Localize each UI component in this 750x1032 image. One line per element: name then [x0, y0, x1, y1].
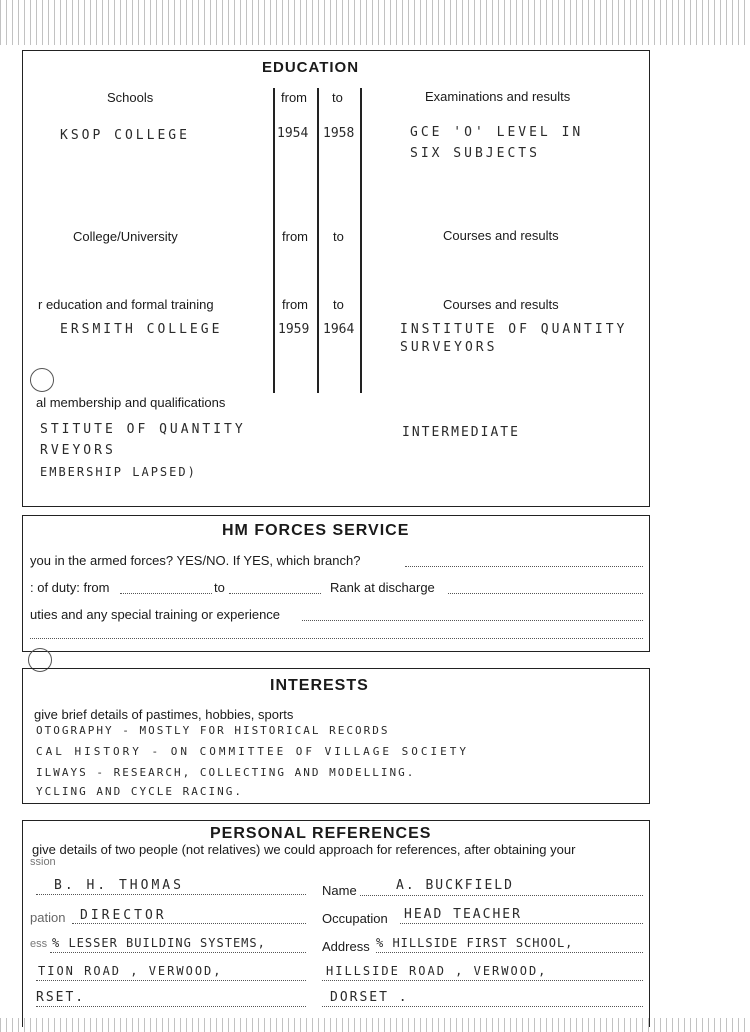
- interests-line-3: ILWAYS - RESEARCH, COLLECTING AND MODELLING.: [36, 766, 416, 779]
- school-result-line-1: GCE 'O' LEVEL IN: [410, 125, 584, 140]
- further-result-line-1: INSTITUTE OF QUANTITY: [400, 322, 628, 337]
- ref2-occupation-label: Occupation: [322, 911, 388, 926]
- references-prompt-line-1: give details of two people (not relatives) we could approach for references, after obtaining your: [32, 842, 576, 857]
- forces-training-field-1[interactable]: [302, 620, 643, 621]
- ref1-occupation-field[interactable]: [72, 923, 306, 924]
- ref2-occupation-field[interactable]: [400, 923, 643, 924]
- ref1-occupation: DIRECTOR: [80, 908, 167, 923]
- ref1-occupation-label: pation: [30, 910, 66, 925]
- forces-duty-from-label: : of duty: from: [30, 580, 110, 595]
- forces-branch-field[interactable]: [405, 566, 643, 567]
- references-prompt-line-2: ssion: [30, 856, 56, 868]
- ref2-occupation: HEAD TEACHER: [404, 907, 522, 922]
- ref1-address-line-1: % LESSER BUILDING SYSTEMS,: [52, 936, 266, 950]
- col-from-header: from: [281, 90, 307, 105]
- membership-line-3: EMBERSHIP LAPSED): [40, 465, 197, 479]
- ref2-address-field-3[interactable]: [322, 1006, 643, 1007]
- education-divider-3: [360, 88, 362, 393]
- ref1-address-field-1[interactable]: [50, 952, 306, 953]
- interests-prompt: give brief details of pastimes, hobbies, sports: [34, 707, 294, 722]
- ref1-address-label: ess: [30, 938, 48, 950]
- ref2-name-field[interactable]: [360, 895, 643, 896]
- further-results-header: Courses and results: [443, 297, 559, 312]
- ref2-name-label: Name: [322, 883, 357, 898]
- ref2-address-line-3: DORSET .: [330, 990, 409, 1005]
- membership-line-1: STITUTE OF QUANTITY: [40, 422, 246, 437]
- further-college-name: ERSMITH COLLEGE: [60, 322, 223, 337]
- membership-result: INTERMEDIATE: [402, 425, 520, 440]
- education-divider-2: [317, 88, 319, 393]
- interests-title: INTERESTS: [270, 677, 369, 694]
- references-title: PERSONAL REFERENCES: [210, 825, 432, 842]
- col-to-header: to: [332, 90, 343, 105]
- forces-title: HM FORCES SERVICE: [222, 522, 410, 539]
- ref1-name-field[interactable]: [36, 894, 306, 895]
- ref2-address-label: Address: [322, 939, 370, 954]
- college-to-header: to: [333, 229, 344, 244]
- ref1-address-field-2[interactable]: [36, 980, 306, 981]
- college-results-header: Courses and results: [443, 228, 559, 243]
- ref1-address-line-2: TION ROAD , VERWOOD,: [38, 964, 223, 978]
- school-result-line-2: SIX SUBJECTS: [410, 146, 540, 161]
- forces-duty-to-label: to: [214, 580, 225, 595]
- ref2-name: A. BUCKFIELD: [396, 878, 514, 893]
- forces-rank-field[interactable]: [448, 593, 643, 594]
- ref1-address-line-3: RSET.: [36, 990, 86, 1005]
- forces-duty-to-field[interactable]: [229, 593, 321, 594]
- education-section: [22, 50, 650, 507]
- interests-line-4: YCLING AND CYCLE RACING.: [36, 785, 243, 798]
- interests-line-1: OTOGRAPHY - MOSTLY FOR HISTORICAL RECORDS: [36, 724, 390, 737]
- col-exams-header: Examinations and results: [425, 89, 571, 104]
- forces-training-label: uties and any special training or experience: [30, 607, 281, 622]
- further-result-line-2: SURVEYORS: [400, 340, 498, 355]
- ref1-name: B. H. THOMAS: [54, 878, 184, 893]
- forces-rank-label: Rank at discharge: [330, 580, 435, 595]
- col-schools-header: Schools: [107, 90, 154, 105]
- school-from-year: 1954: [277, 126, 309, 141]
- forces-training-field-2[interactable]: [30, 638, 643, 639]
- college-from-header: from: [282, 229, 308, 244]
- education-divider-1: [273, 88, 275, 393]
- further-to-year: 1964: [323, 322, 355, 337]
- membership-line-2: RVEYORS: [40, 443, 116, 458]
- ref2-address-field-2[interactable]: [322, 980, 643, 981]
- punch-hole-1: [30, 368, 54, 392]
- college-label: College/University: [73, 229, 178, 244]
- further-from-year: 1959: [278, 322, 310, 337]
- ref2-address-line-2: HILLSIDE ROAD , VERWOOD,: [326, 964, 548, 978]
- forces-duty-from-field[interactable]: [120, 593, 212, 594]
- ref2-address-field-1[interactable]: [376, 952, 643, 953]
- school-name: KSOP COLLEGE: [60, 128, 190, 143]
- scan-noise-top: [0, 0, 750, 45]
- ref2-address-line-1: % HILLSIDE FIRST SCHOOL,: [376, 936, 574, 950]
- education-title: EDUCATION: [262, 59, 360, 76]
- scan-noise-bottom: [0, 1018, 750, 1032]
- further-from-header: from: [282, 297, 308, 312]
- interests-line-2: CAL HISTORY - ON COMMITTEE OF VILLAGE SOCIETY: [36, 745, 470, 758]
- school-to-year: 1958: [323, 126, 355, 141]
- further-education-label: r education and formal training: [38, 297, 214, 312]
- membership-label: al membership and qualifications: [36, 395, 226, 410]
- further-to-header: to: [333, 297, 344, 312]
- ref1-address-field-3[interactable]: [36, 1006, 306, 1007]
- forces-question-branch: you in the armed forces? YES/NO. If YES, which branch?: [30, 553, 361, 568]
